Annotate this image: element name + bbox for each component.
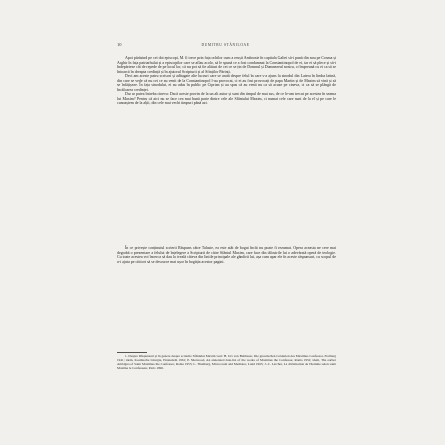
body-text-upper — [117, 56, 336, 106]
page-number: 10 — [117, 42, 122, 47]
page-header — [117, 41, 334, 49]
footnote: 1. Despre Răspunsuri și în genere despre scrierile Sfântului Maxim vezi: H. Urs von Balthasar, Die gnostischen Centurien des Maximus Confessor, Freiburg 1941; idem, Kosmische Liturgie, Einsiedeln 1961; P. Sherwood, An annotated date-list of the works of Maximus the Confessor, Roma 1952; idem, The earlier Ambigua of Saint Maximus the Confessor, Roma 1955; L. Thunberg, Microcosm and Mediator, Lund 1965; J.-C. Larchet, La divinisation de l'homme selon saint Maxime le Confesseur, Paris 1996. — [117, 354, 336, 370]
paragraph: În ce privește conținutul scrierii Răspuns către Talasie, ea este atât de bogat încât nu poate fi rezumat. Opera aceasta ne cere mai degrabă o prezentare a felului de înțelegere a Scripturii de către Sfântul Maxim, care face din tâlcuirile lui o adevărată operă de teologie. Cu toate acestea voi încerca să dau la iveală câteva din liniile principale ale gândirii lui, așa cum apar ele în aceste răspunsuri, cu scopul de a-i ajuta pe cititori să se descurce mai ușor în bogăția acestor pagini. — [117, 245, 336, 264]
body-text-lower — [117, 246, 336, 264]
paragraph: Apoi părăsind pe cei doi episcopi, M. îi trece prin fața ochilor cum a reușit Ambrosie în capitala Galiei să-i pună din nou pe Cosma și Arghir în fața patriarhului și a episcopilor care se aflau acolo, să le spună ce a fost condamnat la Constantinopol de ei, iar ei să plece și să-i îndepărteze cât de repede de pe locul lor, că nu pot să fie alături de cei ce se țin de Domnul și Dumnezeul nostru, ci împreună cu ei ca să se întoarcă în dreapta credință și în ajutorul Scripturii și al Sfinților Părinți. — [117, 55, 336, 74]
footnotes — [117, 355, 336, 370]
paragraph: Dar ar putea întreba cineva: Dacă aceste provin de la un alt autor și sunt din timpul de mai sus, de ce le-am trecut pe acestea în seama lui Maxim? Pentru că aici nu se face cea mai bună parte dintre cele ale Sfântului Maxim, ci numai cele care sunt de la el și pe care le cunoaștem de la alții, din cele mai vechi timpuri până azi. — [117, 91, 336, 106]
paragraph: Deci am aceste patru scrisori și adăugate alte lucruri care se arată despre felul în care s-a ajuns la sinodul din Latera în limba latină, din care se vede că nu cei ce au venit de la Constantinopol l-au provocat, ci ei au fost provocați de papa Martin și de Maxim să vină și să se înfățișeze. În fața sinodului, ei au adus în public pe Ciprian și au spus că au venit nu ca să acuze pe cineva, ci ca să se plângă de încălcarea credinței. — [117, 73, 336, 92]
running-head: DUMITRU STĂNILOAE — [201, 43, 250, 47]
footnote-separator — [117, 352, 147, 353]
